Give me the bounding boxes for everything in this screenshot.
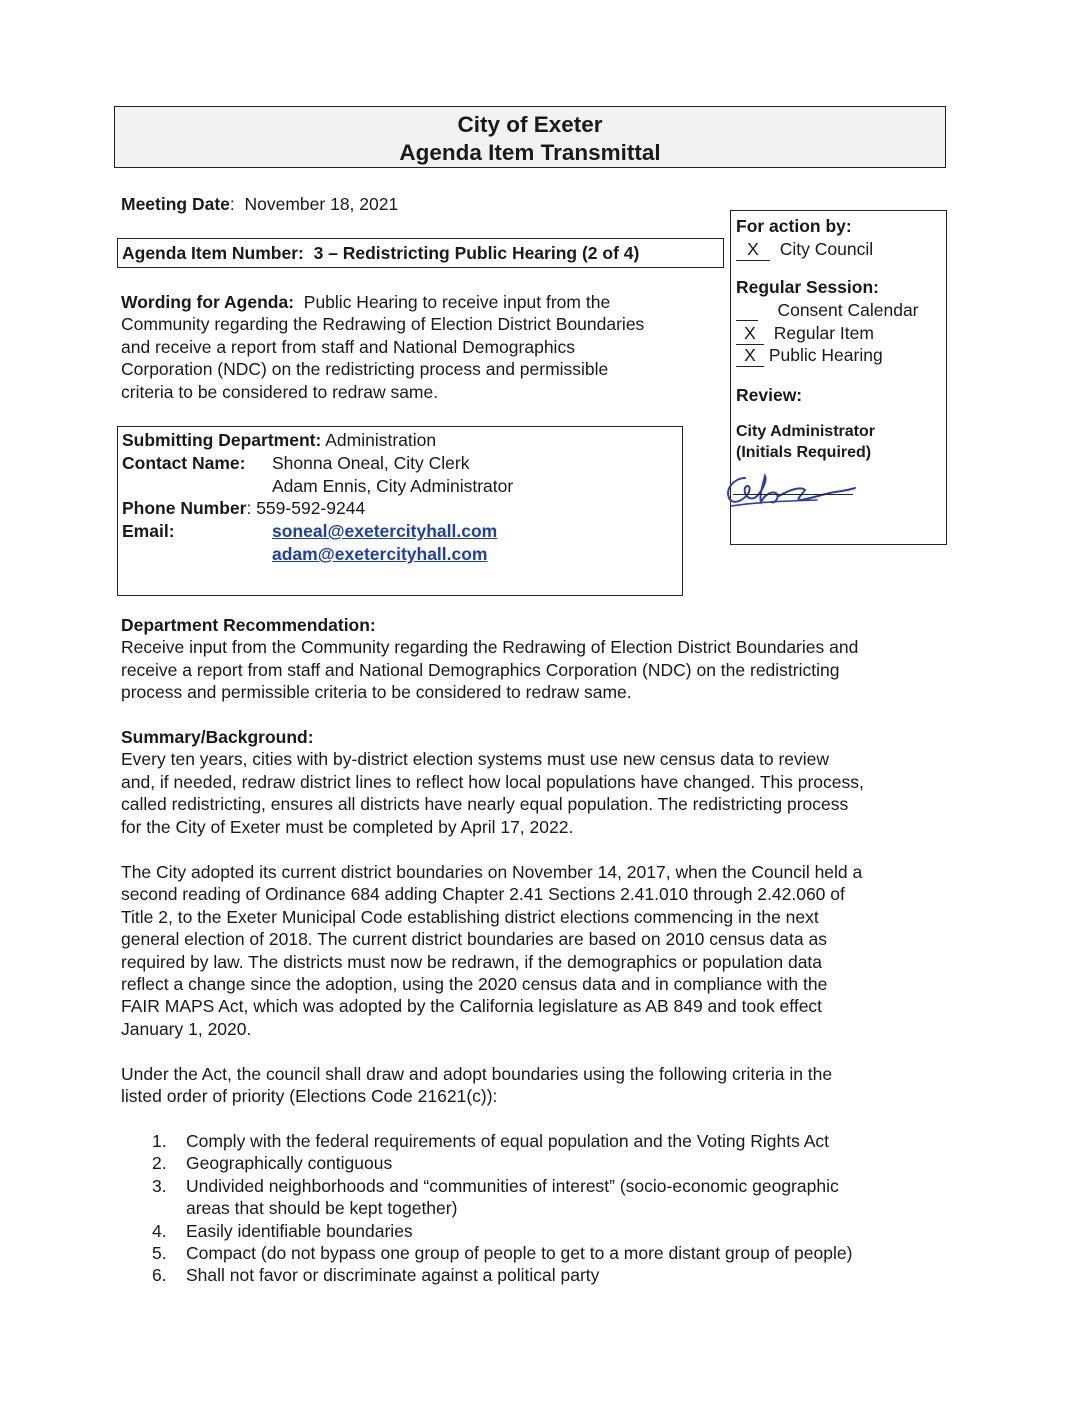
city-council-checkmark: X xyxy=(736,238,770,261)
wording-line: criteria to be considered to redraw same. xyxy=(121,381,439,402)
for-action-label: For action by: xyxy=(736,216,852,236)
list-item: 6. Shall not favor or discriminate against a political party xyxy=(152,1265,600,1286)
summary-line: The City adopted its current district boundaries on November 14, 2017, when the Council held a xyxy=(121,862,863,882)
city-council-row xyxy=(736,238,873,261)
summary-line: second reading of Ordinance 684 adding Chapter 2.41 Sections 2.41.010 through 2.42.060 of xyxy=(121,884,845,905)
list-item: 2. Geographically contiguous xyxy=(152,1153,393,1174)
wording-line: Public Hearing to receive input from the xyxy=(303,292,611,312)
consent-calendar-checkmark xyxy=(736,300,758,321)
list-item: 4. Easily identifiable boundaries xyxy=(152,1220,413,1241)
summary-heading: Summary/Background: xyxy=(121,727,314,747)
phone-number-value: 559-592-9244 xyxy=(256,498,366,518)
summary-line: Under the Act, the council shall draw and adopt boundaries using the following criteria in the xyxy=(121,1064,833,1084)
summary-line: Every ten years, cities with by-district election systems must use new census data to review xyxy=(121,749,830,770)
summary-line: Title 2, to the Exeter Municipal Code establishing district elections commencing in the next xyxy=(121,906,819,927)
summary-paragraph-2 xyxy=(121,861,951,1040)
contact-name-1: Shonna Oneal, City Clerk xyxy=(272,453,470,473)
recommendation-section xyxy=(121,614,951,704)
regular-session-label: Regular Session: xyxy=(736,277,879,297)
consent-calendar-row xyxy=(736,299,919,321)
phone-number: Phone Number: 559-592-9244 xyxy=(122,498,366,518)
list-item-continuation: areas that should be kept together) xyxy=(186,1198,458,1219)
recommendation-line: Receive input from the Community regarding the Redrawing of Election District Boundaries and xyxy=(121,637,859,658)
submitting-department xyxy=(122,429,436,451)
header-title: City of Exeter xyxy=(457,112,603,137)
public-hearing-checkmark: X xyxy=(736,344,764,367)
criteria-list xyxy=(152,1130,942,1287)
submitting-department-value: Administration xyxy=(325,430,437,450)
consent-calendar-label: Consent Calendar xyxy=(777,300,919,320)
wording-section xyxy=(121,291,721,403)
contact-name-2: Adam Ennis, City Administrator xyxy=(272,476,514,496)
agenda-item-box xyxy=(117,238,724,268)
summary-paragraph-3 xyxy=(121,1063,951,1108)
meeting-date-value: November 18, 2021 xyxy=(244,194,399,214)
public-hearing-label: Public Hearing xyxy=(768,345,883,365)
wording-line: Community regarding the Redrawing of Election District Boundaries xyxy=(121,314,645,335)
summary-line: listed order of priority (Elections Code 21621(c)): xyxy=(121,1086,498,1107)
email-link-adam[interactable]: adam@exetercityhall.com xyxy=(272,544,488,564)
city-council-label: City Council xyxy=(779,239,874,259)
contact-name-label: Contact Name: xyxy=(122,453,246,473)
meeting-date-label: Meeting Date xyxy=(121,194,230,214)
wording-line: Corporation (NDC) on the redistricting process and permissible xyxy=(121,359,609,380)
review-label: Review: xyxy=(736,385,803,405)
summary-line: reflect a change since the adoption, using the 2020 census data and in compliance with the xyxy=(121,974,828,995)
list-item: 5. Compact (do not bypass one group of people to get to a more distant group of people) xyxy=(152,1243,853,1264)
list-item: 1. Comply with the federal requirements of equal population and the Voting Rights Act xyxy=(152,1131,830,1151)
regular-item-row xyxy=(736,322,874,345)
initials-signature xyxy=(717,466,867,516)
email-link-soneal[interactable]: soneal@exetercityhall.com xyxy=(272,521,498,541)
wording-line: and receive a report from staff and National Demographics xyxy=(121,336,575,357)
summary-line: required by law. The districts must now be redrawn, if the demographics or population data xyxy=(121,951,823,972)
submitting-department-label: Submitting Department: xyxy=(122,430,322,450)
action-box xyxy=(730,210,947,545)
summary-line: general election of 2018. The current district boundaries are based on 2010 census data as xyxy=(121,929,827,950)
recommendation-heading: Department Recommendation: xyxy=(121,615,376,635)
agenda-item-line: Agenda Item Number: 3 – Redistricting Public Hearing (2 of 4) xyxy=(122,243,640,263)
wording-label: Wording for Agenda: xyxy=(121,292,295,312)
initials-line xyxy=(733,494,853,495)
summary-line: called redistricting, ensures all districts have nearly equal population. The redistricting process xyxy=(121,794,849,815)
meeting-date: Meeting Date: November 18, 2021 xyxy=(121,194,399,214)
regular-item-label: Regular Item xyxy=(773,323,874,343)
city-administrator-label: City Administrator xyxy=(736,423,875,440)
initials-required-label: (Initials Required) xyxy=(736,444,872,461)
recommendation-line: receive a report from staff and National Demographics Corporation (NDC) on the redistricting xyxy=(121,659,840,680)
public-hearing-row xyxy=(736,344,883,367)
document-header xyxy=(114,106,946,168)
summary-section xyxy=(121,726,951,838)
phone-number-label: Phone Number xyxy=(122,498,247,518)
department-box xyxy=(117,426,683,596)
email-label: Email: xyxy=(122,521,175,541)
list-item: 3. Undivided neighborhoods and “communities of interest” (socio-economic geographic xyxy=(152,1175,839,1196)
summary-line: and, if needed, redraw district lines to reflect how local populations have changed. This process, xyxy=(121,771,864,792)
summary-line: January 1, 2020. xyxy=(121,1018,252,1039)
header-subtitle: Agenda Item Transmittal xyxy=(399,140,661,165)
summary-line: FAIR MAPS Act, which was adopted by the California legislature as AB 849 and took effect xyxy=(121,996,823,1017)
summary-line: for the City of Exeter must be completed by April 17, 2022. xyxy=(121,816,574,837)
recommendation-line: process and permissible criteria to be considered to redraw same. xyxy=(121,682,632,703)
regular-item-checkmark: X xyxy=(736,322,764,345)
